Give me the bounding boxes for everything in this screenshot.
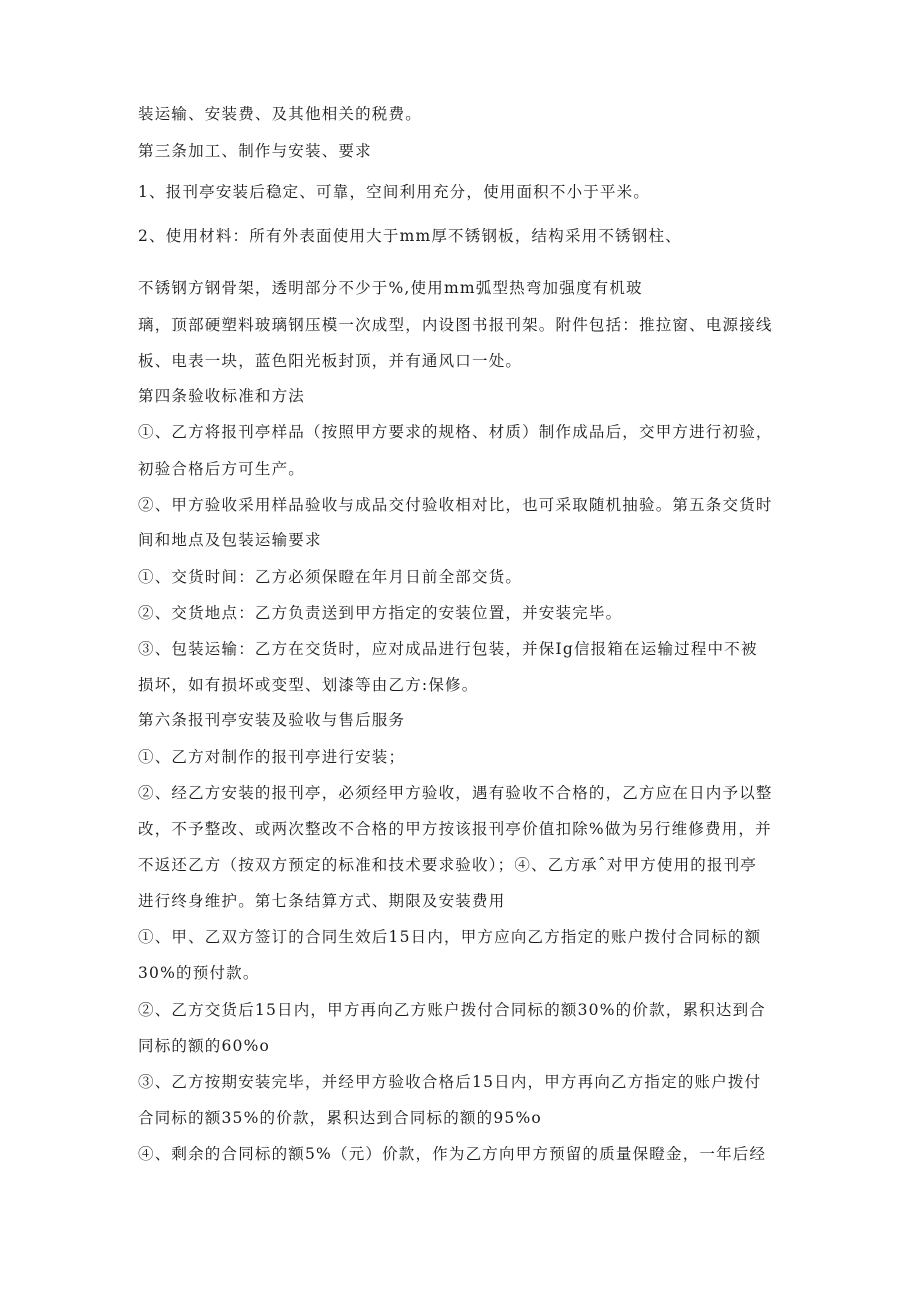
text-line-15: ③、包装运输：乙方在交货时，应对成品进行包装，并保Ig信报箱在运输过程中不被 [138, 640, 758, 658]
text-line-25: ②、乙方交货后15日内，甲方再向乙方账户拨付合同标的额30%的价款，累积达到合 [138, 1001, 766, 1019]
text-line-28: 合同标的额35%的价款，累积达到合同标的额的95%o [138, 1109, 542, 1127]
text-line-29: ④、剩余的合同标的额5%（元）价款，作为乙方向甲方预留的质量保瞪金，一年后经 [138, 1145, 767, 1163]
text-line-10: 初验合格后方可生产。 [138, 460, 306, 478]
text-line-20: 改，不予整改、或两次整改不合格的甲方按该报刊亭价值扣除%做为另行维修费用，并 [138, 820, 772, 838]
text-line-13: ①、交货时间：乙方必须保瞪在年月日前全部交货。 [138, 568, 523, 586]
section-heading-6: 第六条报刊亭安装及验收与售后服务 [138, 711, 406, 729]
text-line-11: ②、甲方验收采用样品验收与成品交付验收相对比，也可采取随机抽验。第五条交货时 [138, 496, 773, 514]
text-line-16: 损坏，如有损坏或变型、划漆等由乙方:保修。 [138, 676, 479, 694]
text-line-1: 装运输、安装费、及其他相关的税费。 [138, 105, 422, 123]
text-line-21: 不返还乙方（按双方预定的标准和技术要求验收）；④、乙方承ˆ对甲方使用的报刊亭 [138, 856, 758, 874]
text-line-5: 不锈钢方钢骨架，透明部分不少于%,使用mm弧型热弯加强度有机玻 [138, 279, 643, 297]
text-line-24: 30%的预付款。 [138, 964, 260, 982]
text-line-12: 间和地点及包装运输要求 [138, 531, 322, 549]
text-line-23: ①、甲、乙双方签订的合同生效后15日内，甲方应向乙方指定的账户拨付合同标的额 [138, 928, 762, 946]
text-line-26: 同标的额的60%o [138, 1037, 271, 1055]
text-line-4: 2、使用材料：所有外表面使用大于mm厚不锈钢板，结构采用不锈钢柱、 [138, 227, 682, 245]
text-line-22: 进行终身维护。第七条结算方式、期限及安装费用 [138, 892, 506, 910]
text-line-7: 板、电表一块，蓝色阳光板封顶，并有通风口一处。 [138, 352, 523, 370]
section-heading-4: 第四条验收标准和方法 [138, 387, 306, 405]
text-line-3: 1、报刊亭安装后稳定、可靠，空间利用充分，使用面积不小于平米。 [138, 183, 651, 201]
text-line-18: ①、乙方对制作的报刊亭进行安装； [138, 748, 406, 766]
text-line-19: ②、经乙方安装的报刊亭，必须经甲方验收，遇有验收不合格的，乙方应在日内予以整 [138, 784, 773, 802]
text-line-14: ②、交货地点：乙方负责送到甲方指定的安装位置，并安装完毕。 [138, 604, 623, 622]
text-line-27: ③、乙方按期安装完毕，并经甲方验收合格后15日内，甲方再向乙方指定的账户拨付 [138, 1073, 762, 1091]
section-heading-3: 第三条加工、制作与安装、要求 [138, 142, 372, 160]
text-line-9: ①、乙方将报刊亭样品（按照甲方要求的规格、材质）制作成品后，交甲方进行初验， [138, 423, 773, 441]
text-line-6: 璃，顶部硬塑料玻璃钢压模一次成型，内设图书报刊架。附件包括：推拉窗、电源接线 [138, 316, 773, 334]
